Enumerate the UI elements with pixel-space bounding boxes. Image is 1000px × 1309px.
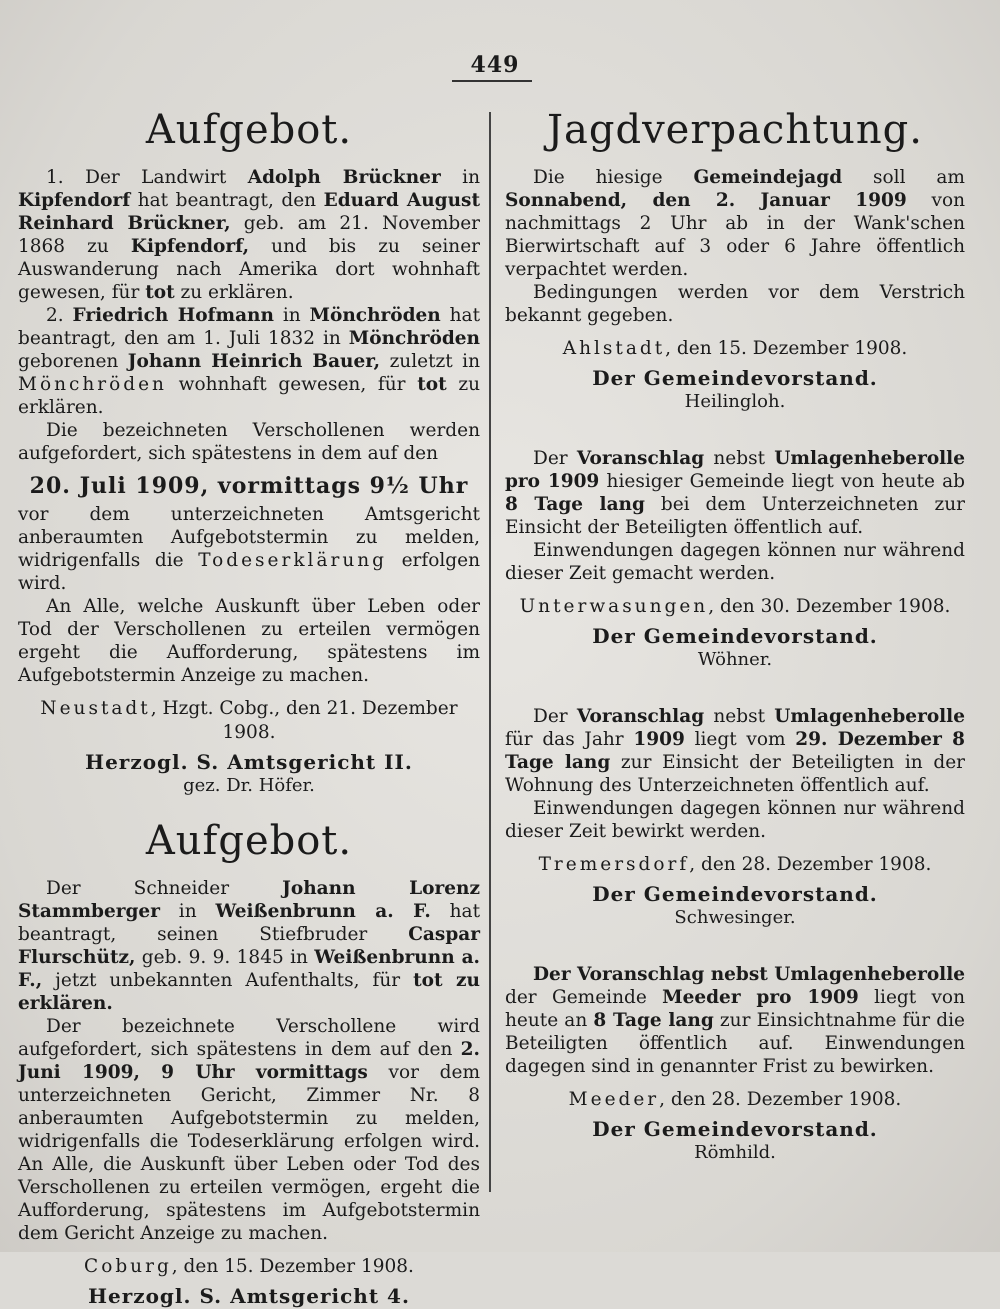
notice-aufgebot-2 <box>18 819 480 1309</box>
notice-paragraph: Der Voranschlag nebst Umlagenheberolle pro 1909 hiesiger Gemeinde liegt von heute ab 8 Tage lang bei dem Unterzeichneten zur Einsicht der Beteiligten öffentlich auf. <box>505 448 965 538</box>
signature: Herzogl. S. Amtsgericht II. <box>85 750 413 774</box>
page-number-rule <box>452 80 532 82</box>
notice-aufgebot-1 <box>18 108 480 797</box>
hearing-date: 20. Juli 1909, vormittags 9½ Uhr <box>29 473 469 499</box>
notice-title: Aufgebot. <box>145 107 353 153</box>
signee: Schwesinger. <box>674 907 796 928</box>
signee: Wöhner. <box>697 649 773 670</box>
signature: Herzogl. S. Amtsgericht 4. <box>88 1284 410 1308</box>
notice-paragraph: Der Voranschlag nebst Umlagenheberolle der Gemeinde Meeder pro 1909 liegt von heute an 8 Tage lang zur Einsichtnahme für die Beteiligten öffentlich auf. Einwendungen dagegen sind in genannter Frist zu bewirken. <box>505 964 965 1077</box>
signature: Der Gemeindevorstand. <box>592 624 878 648</box>
notice-paragraph: Der Voranschlag nebst Umlagenheberolle für das Jahr 1909 liegt vom 29. Dezember 8 Tage lang zur Einsicht der Beteiligten in der Wohnung des Unterzeichneten öffentlich auf. <box>505 706 965 796</box>
place-date: Unterwasungen, den 30. Dezember 1908. <box>519 596 951 617</box>
notice-title: Jagdverpachtung. <box>546 107 924 153</box>
notice-voranschlag-unterwasungen <box>505 447 965 671</box>
signee: Heilingloh. <box>684 391 786 412</box>
notice-paragraph: Der Schneider Johann Lorenz Stammberger in Weißenbrunn a. F. hat beantragt, seinen Stiefbruder Caspar Flurschütz, geb. 9. 9. 1845 in Weißenbrunn a. F., jetzt unbekannten Aufenthalts, für tot zu erklären. <box>18 878 480 1014</box>
notice-jagdverpachtung <box>505 108 965 413</box>
notice-paragraph: Einwendungen dagegen können nur während dieser Zeit bewirkt werden. <box>505 798 965 842</box>
column-divider <box>489 112 491 1192</box>
left-column <box>18 100 480 1309</box>
place-date: Coburg, den 15. Dezember 1908. <box>84 1256 414 1277</box>
notice-voranschlag-meeder <box>505 963 965 1164</box>
notice-paragraph: vor dem unterzeichneten Amtsgericht anberaumten Aufgebotstermin zu melden, widrigenfalls die Todeserklärung erfolgen wird. <box>18 504 481 594</box>
page-number: 449 <box>470 52 520 78</box>
right-column <box>505 100 965 1164</box>
notice-paragraph: An Alle, welche Auskunft über Leben oder Tod der Verschollenen zu erteilen vermögen ergeht die Aufforderung, spätestens im Aufgebotstermin Anzeige zu machen. <box>18 596 480 686</box>
signature: Der Gemeindevorstand. <box>592 882 878 906</box>
notice-voranschlag-tremersdorf <box>505 705 965 929</box>
notice-paragraph: Bedingungen werden vor dem Verstrich bekannt gegeben. <box>505 282 965 326</box>
place-date: Neustadt, Hzgt. Cobg., den 21. Dezember 1908. <box>40 698 458 743</box>
place-date: Tremersdorf, den 28. Dezember 1908. <box>538 854 932 875</box>
notice-paragraph: Die hiesige Gemeindejagd soll am Sonnabend, den 2. Januar 1909 von nachmittags 2 Uhr ab in der Wank'schen Bierwirtschaft auf 3 oder 6 Jahre öffentlich verpachtet werden. <box>505 167 965 280</box>
notice-title: Aufgebot. <box>145 818 353 864</box>
place-date: Ahlstadt, den 15. Dezember 1908. <box>562 338 908 359</box>
signee: Römhild. <box>694 1142 776 1163</box>
notice-paragraph: Einwendungen dagegen können nur während dieser Zeit gemacht werden. <box>505 540 965 584</box>
signature: Der Gemeindevorstand. <box>592 366 878 390</box>
signature: Der Gemeindevorstand. <box>592 1117 878 1141</box>
notice-paragraph: 2. Friedrich Hofmann in Mönchröden hat beantragt, den am 1. Juli 1832 in Mönchröden geborenen Johann Heinrich Bauer, zuletzt in Mönchröden wohnhaft gewesen, für tot zu erklären. <box>18 305 481 418</box>
signee: gez. Dr. Höfer. <box>183 775 315 796</box>
notice-paragraph: Die bezeichneten Verschollenen werden aufgefordert, sich spätestens in dem auf den <box>18 420 480 464</box>
notice-paragraph: Der bezeichnete Verschollene wird aufgefordert, sich spätestens in dem auf den 2. Juni 1909, 9 Uhr vormittags vor dem unterzeichneten Gericht, Zimmer Nr. 8 anberaumten Aufgebotstermin zu melden, widrigenfalls die Todeserklärung erfolgen wird. An Alle, die Auskunft über Leben oder Tod des Verschollenen zu erteilen vermögen, ergeht die Aufforderung, spätestens im Aufgebotstermin dem Gericht Anzeige zu machen. <box>18 1016 480 1244</box>
place-date: Meeder, den 28. Dezember 1908. <box>568 1089 902 1110</box>
notice-paragraph: 1. Der Landwirt Adolph Brückner in Kipfendorf hat beantragt, den Eduard August Reinhard Brückner, geb. am 21. November 1868 zu Kipfendorf, und bis zu seiner Auswanderung nach Amerika dort wohnhaft gewesen, für tot zu erklären. <box>18 167 481 303</box>
